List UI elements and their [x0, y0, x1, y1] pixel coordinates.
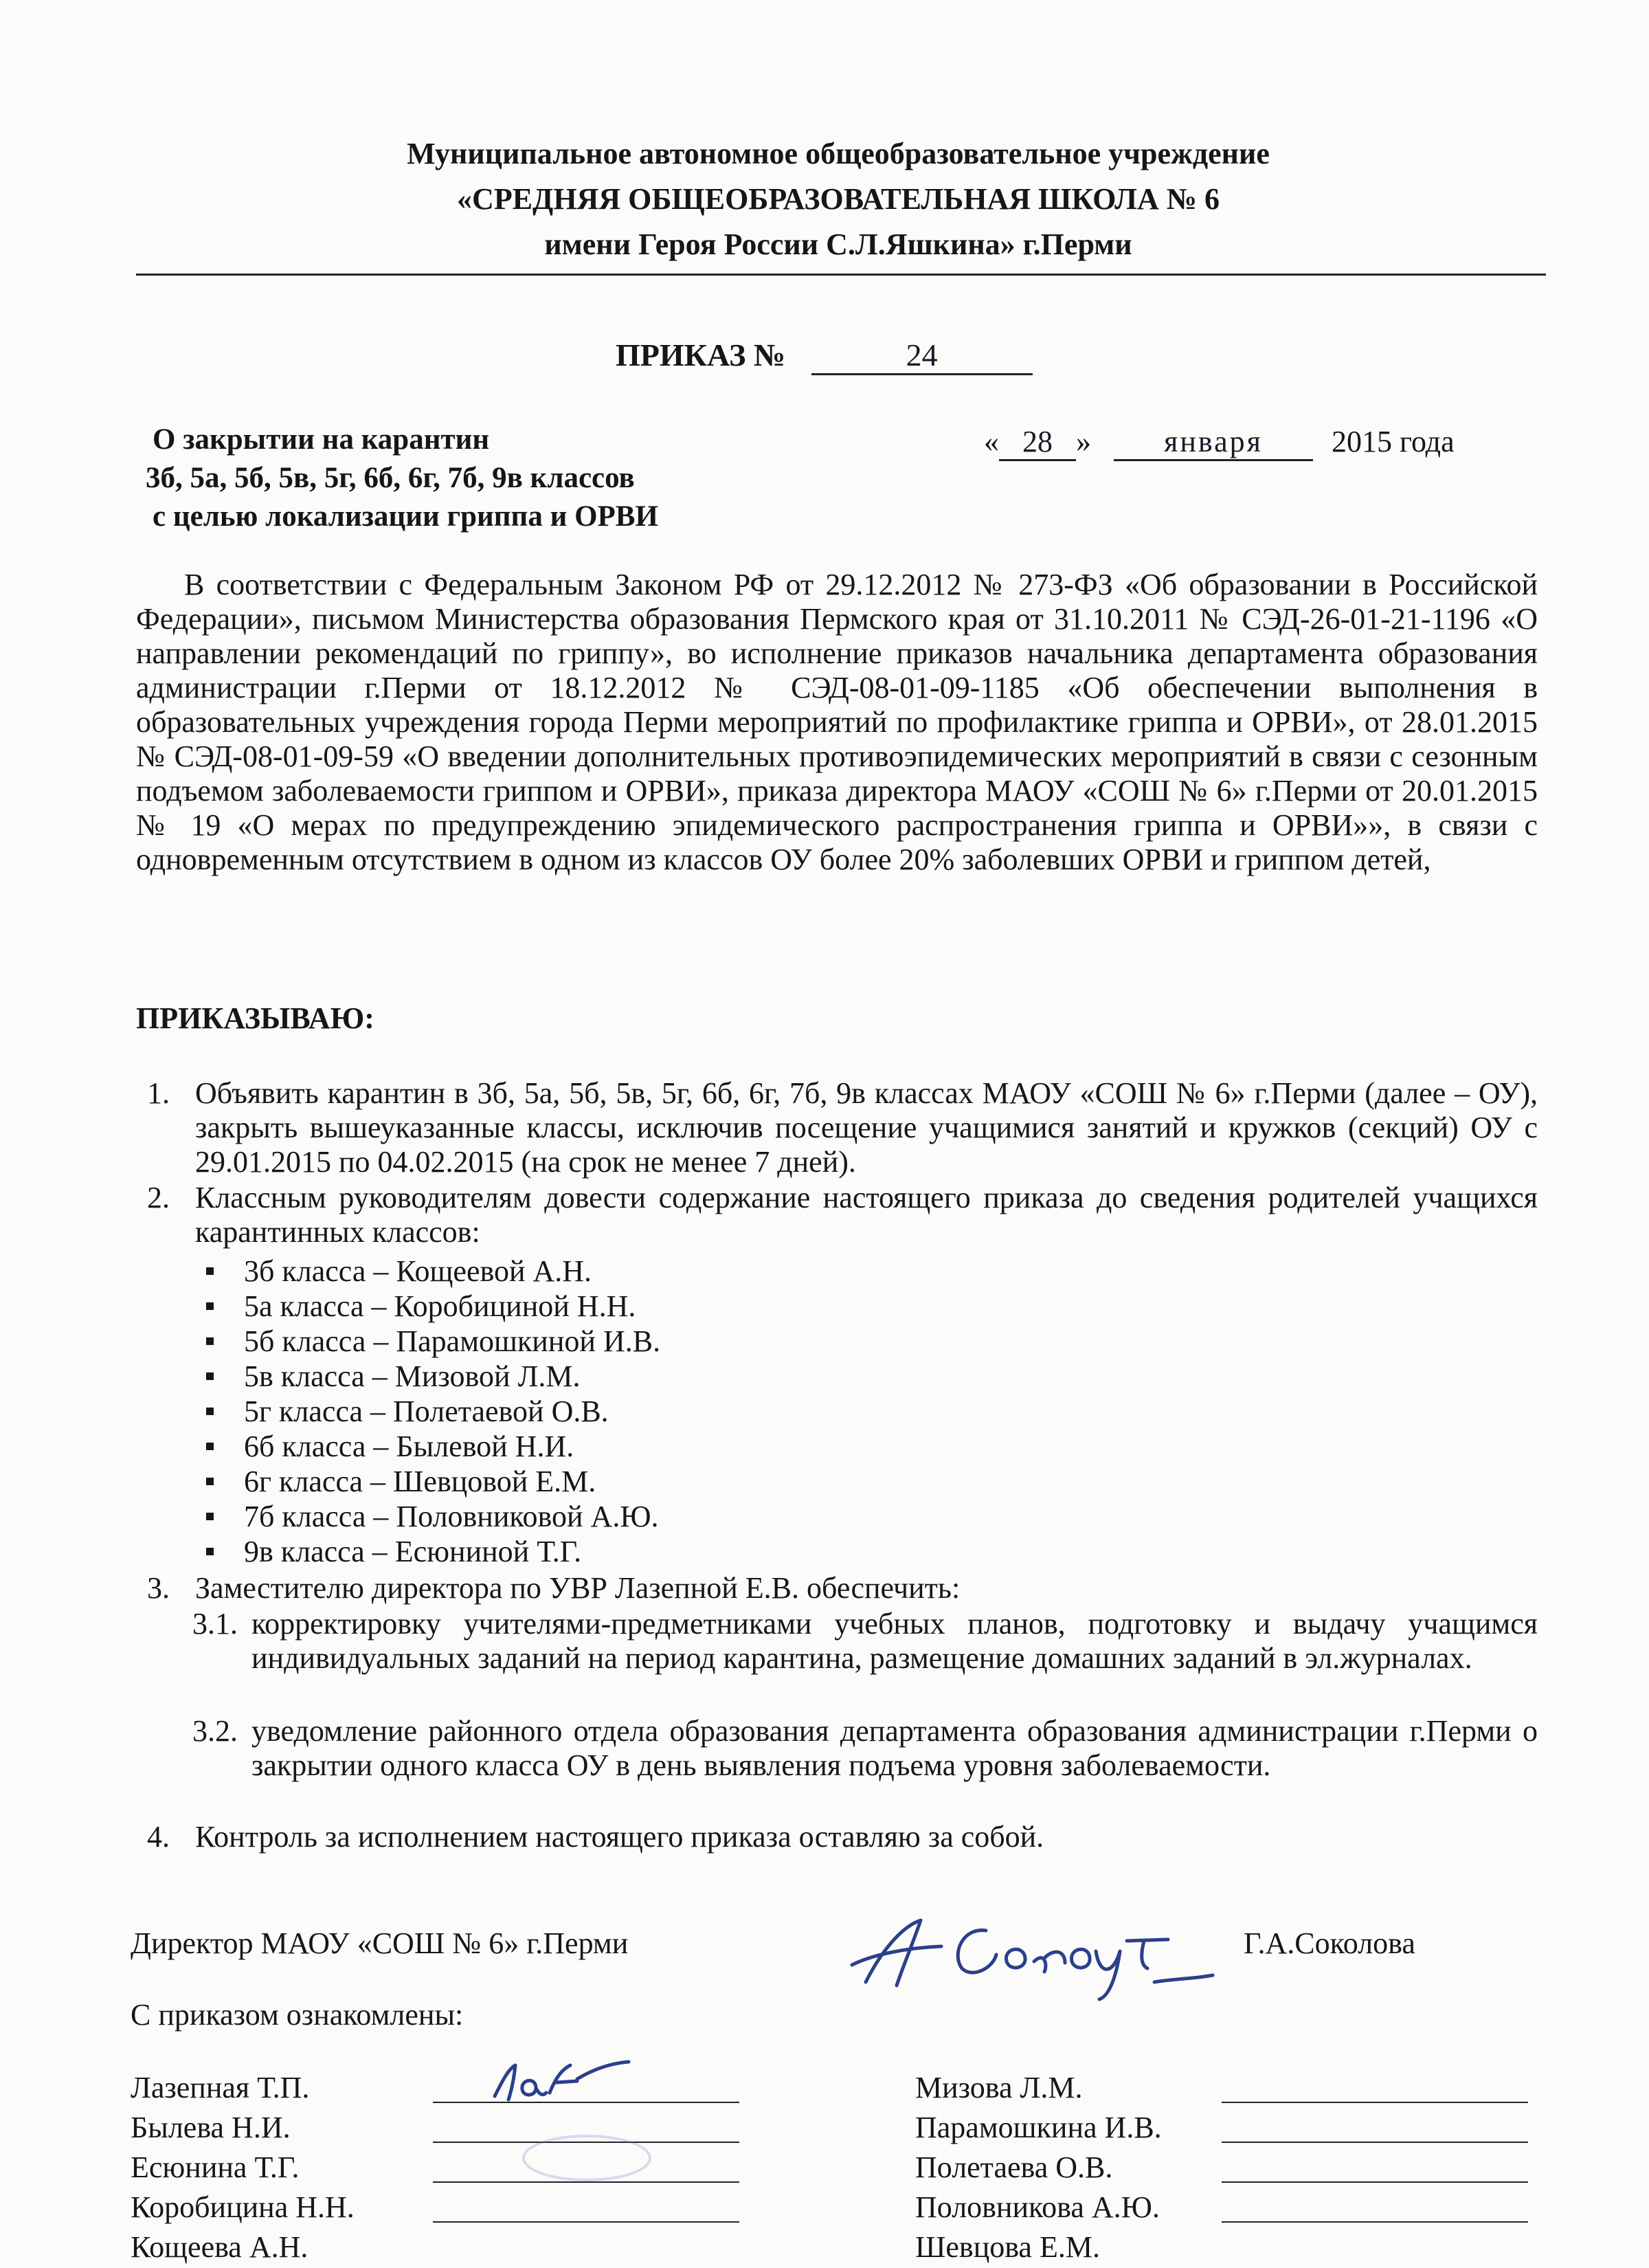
item-3-1-text: корректировку учителями-предметниками учебных планов, подготовку и выдачу учащимся индивидуальных заданий на период карантина, размещение домашних заданий в эл.журналах. [251, 1607, 1538, 1675]
order-date [984, 424, 1455, 461]
bullet-square-icon [206, 1302, 214, 1310]
signature-blank-line[interactable] [433, 2181, 739, 2183]
list-item: 6б класса – Былевой Н.И. [206, 1429, 574, 1464]
item-3-text: Заместителю директора по УВР Лазепной Е.В. обеспечить: [195, 1571, 961, 1605]
list-item: 3б класса – Кощеевой А.Н. [206, 1254, 592, 1289]
subject-line-1: О закрытии на карантин [153, 423, 490, 456]
date-close-quote: » [1076, 425, 1091, 458]
header-rule [136, 274, 1546, 276]
list-item: 5б класса – Парамошкиной И.В. [206, 1324, 660, 1359]
acquainted-name: Есюнина Т.Г. [131, 2150, 300, 2184]
list-item: 5в класса – Мизовой Л.М. [206, 1359, 581, 1394]
signature-blank-line[interactable] [433, 2221, 739, 2223]
employee-signature-icon [474, 2055, 639, 2110]
acquainted-name: Коробицина Н.Н. [131, 2190, 355, 2224]
acquainted-label: С приказом ознакомлены: [131, 1998, 464, 2032]
item-3-2-text: уведомление районного отдела образования департамента образования администрации г.Перми о закрытии одного класса ОУ в день выявления подъема уровня заболеваемости. [251, 1714, 1538, 1782]
school-name-line-1: Муниципальное автономное общеобразовательное учреждение [407, 137, 1270, 170]
order-number: 24 [811, 337, 1033, 375]
acquainted-name: Кощеева А.Н. [131, 2230, 309, 2264]
acquainted-name: Былева Н.И. [131, 2111, 291, 2144]
signature-blank-line[interactable] [1222, 2102, 1528, 2103]
item-1-number: 1. [147, 1076, 170, 1110]
bullet-square-icon [206, 1408, 214, 1415]
acquainted-name: Мизова Л.М. [915, 2071, 1083, 2104]
director-signature-icon [838, 1900, 1223, 2003]
list-item: 5а класса – Коробициной Н.Н. [206, 1289, 636, 1324]
acquainted-name: Половникова А.Ю. [915, 2190, 1160, 2224]
item-2-text: Классным руководителям довести содержание настоящего приказа до сведения родителей учащихся карантинных классов: [195, 1181, 1538, 1249]
subject-line-2: 3б, 5а, 5б, 5в, 5г, 6б, 6г, 7б, 9в классов [146, 462, 635, 494]
bullet-square-icon [206, 1478, 214, 1485]
bullet-square-icon [206, 1267, 214, 1275]
item-2-number: 2. [147, 1181, 170, 1214]
order-label: ПРИКАЗ № [616, 337, 786, 373]
order-subject [146, 421, 658, 536]
date-open-quote: « [984, 425, 999, 458]
item-3-number: 3. [147, 1571, 170, 1605]
acquainted-name: Полетаева О.В. [915, 2150, 1113, 2184]
item-4-number: 4. [147, 1820, 170, 1854]
order-title [616, 337, 1033, 375]
item-3-2-number: 3.2. [192, 1714, 238, 1748]
bullet-square-icon [206, 1548, 214, 1555]
school-name-line-3: имени Героя России С.Л.Яшкина» г.Перми [544, 227, 1132, 261]
bullet-square-icon [206, 1513, 214, 1520]
bullet-square-icon [206, 1372, 214, 1380]
acquainted-name: Парамошкина И.В. [915, 2111, 1162, 2144]
acquainted-name: Лазепная Т.П. [131, 2071, 310, 2104]
order-word: ПРИКАЗЫВАЮ: [136, 1001, 374, 1035]
signature-blank-line[interactable] [1222, 2181, 1528, 2183]
director-position: Директор МАОУ «СОШ № 6» г.Перми [131, 1926, 629, 1960]
date-year: 2015 года [1332, 425, 1455, 458]
subject-line-3: с целью локализации гриппа и ОРВИ [153, 500, 658, 533]
item-4-text: Контроль за исполнением настоящего приказа оставляю за собой. [195, 1820, 1044, 1854]
list-item: 6г класса – Шевцовой Е.М. [206, 1464, 596, 1499]
faint-stamp-icon [522, 2135, 651, 2181]
bullet-square-icon [206, 1337, 214, 1345]
list-item: 9в класса – Есюниной Т.Г. [206, 1534, 581, 1569]
director-name: Г.А.Соколова [1244, 1926, 1415, 1960]
signature-blank-line[interactable] [1222, 2221, 1528, 2223]
preamble-paragraph: В соответствии с Федеральным Законом РФ от 29.12.2012 № 273-ФЗ «Об образовании в Российской Федерации», письмом Министерства образования Пермского края от 31.10.2011 № СЭД-26-01-21-1196 «О направлении рекомендаций по гриппу», во исполнение приказов начальника департамента образования администрации г.Перми от 18.12.2012 № СЭД-08-01-09-1185 «Об обеспечении выполнения в образовательных учреждения города Перми мероприятий по профилактике гриппа и ОРВИ», от 28.01.2015 № СЭД-08-01-09-59 «О введении дополнительных противоэпидемических мероприятий в связи с сезонным подъемом заболеваемости гриппом и ОРВИ», приказа директора МАОУ «СОШ № 6» г.Перми от 20.01.2015 № 19 «О мерах по предупреждению эпидемического распространения гриппа и ОРВИ»», в связи с одновременным отсутствием в одном из классов ОУ более 20% заболевших ОРВИ и гриппом детей, [136, 568, 1538, 876]
list-item: 7б класса – Половниковой А.Ю. [206, 1499, 659, 1534]
signature-blank-line[interactable] [1222, 2142, 1528, 2143]
list-item: 5г класса – Полетаевой О.В. [206, 1394, 609, 1429]
date-month: января [1114, 424, 1313, 461]
item-3-1-number: 3.1. [192, 1607, 238, 1641]
acquainted-name: Шевцова Е.М. [915, 2230, 1100, 2264]
school-name-line-2: «СРЕДНЯЯ ОБЩЕОБРАЗОВАТЕЛЬНАЯ ШКОЛА № 6 [457, 182, 1220, 216]
item-1-text: Объявить карантин в 3б, 5а, 5б, 5в, 5г, 6б, 6г, 7б, 9в классах МАОУ «СОШ № 6» г.Перми (далее – ОУ), закрыть вышеуказанные классы, исключив посещение учащимися занятий и кружков (секций) ОУ с 29.01.2015 по 04.02.2015 (на срок не менее 7 дней). [195, 1076, 1538, 1179]
date-day: 28 [999, 424, 1076, 461]
bullet-square-icon [206, 1443, 214, 1450]
